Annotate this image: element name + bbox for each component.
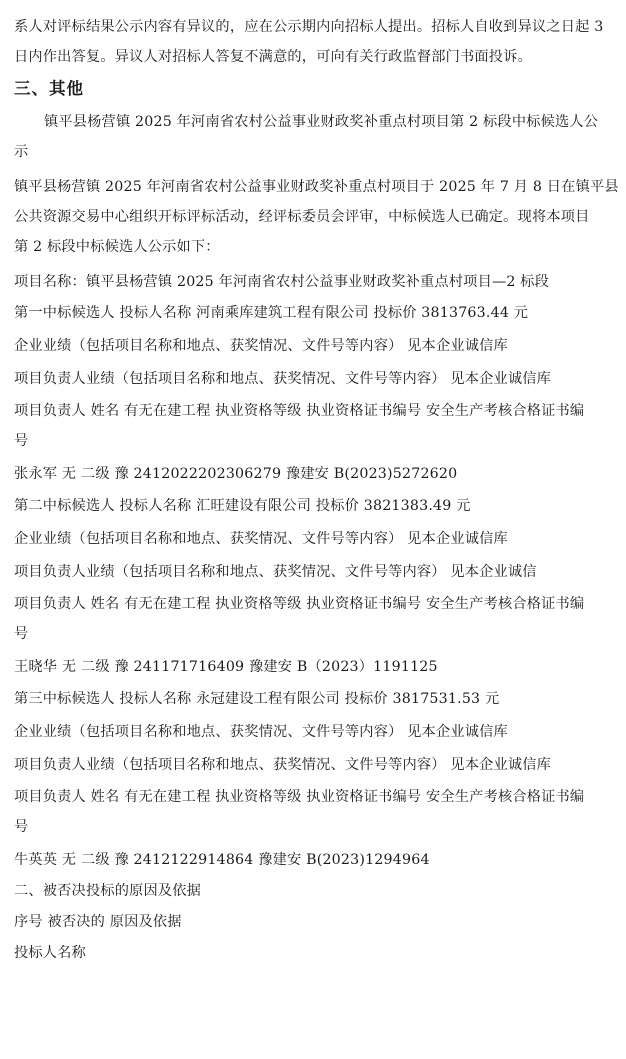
notice-title-line-2: 示 — [14, 144, 29, 160]
candidate-2-manager-performance: 项目负责人业绩（包括项目名称和地点、获奖情况、文件号等内容） 见本企业诚信 — [14, 564, 537, 580]
candidate-1-bidder: 第一中标候选人 投标人名称 河南乘库建筑工程有限公司 投标价 3813763.44 元 — [14, 305, 529, 321]
rejected-bids-table-header-cont: 投标人名称 — [14, 945, 86, 961]
candidate-1-manager-row: 张永军 无 二级 豫 2412022202306279 豫建安 B(2023)5272620 — [14, 466, 458, 482]
text-line-complaint: 日内作出答复。异议人对招标人答复不满意的，可向有关行政监督部门书面投诉。 — [14, 49, 532, 65]
intro-line-2: 公共资源交易中心组织开标评标活动，经评标委员会评审，中标候选人已确定。现将本项目 — [14, 209, 590, 225]
candidate-1-company-performance: 企业业绩（包括项目名称和地点、获奖情况、文件号等内容） 见本企业诚信库 — [14, 338, 508, 354]
candidate-2-manager-row: 王晓华 无 二级 豫 241171716409 豫建安 B（2023）1191125 — [14, 659, 438, 675]
candidate-3-bidder: 第三中标候选人 投标人名称 永冠建设工程有限公司 投标价 3817531.53 元 — [14, 691, 500, 707]
candidate-1-manager-performance: 项目负责人业绩（包括项目名称和地点、获奖情况、文件号等内容） 见本企业诚信库 — [14, 371, 552, 387]
candidate-3-manager-header: 项目负责人 姓名 有无在建工程 执业资格等级 执业资格证书编号 安全生产考核合格证书编 — [14, 789, 585, 805]
candidate-3-manager-header-cont: 号 — [14, 819, 29, 835]
notice-title-line-1: 镇平县杨营镇 2025 年河南省农村公益事业财政奖补重点村项目第 2 标段中标候选人公 — [44, 114, 599, 130]
candidate-3-manager-row: 牛英英 无 二级 豫 2412122914864 豫建安 B(2023)1294964 — [14, 852, 430, 868]
section-heading-other: 三、其他 — [14, 79, 84, 98]
candidate-3-company-performance: 企业业绩（包括项目名称和地点、获奖情况、文件号等内容） 见本企业诚信库 — [14, 724, 508, 740]
intro-line-1: 镇平县杨营镇 2025 年河南省农村公益事业财政奖补重点村项目于 2025 年 7 月 8 日在镇平县 — [14, 179, 619, 195]
candidate-1-manager-header: 项目负责人 姓名 有无在建工程 执业资格等级 执业资格证书编号 安全生产考核合格证书编 — [14, 403, 585, 419]
candidate-2-manager-header: 项目负责人 姓名 有无在建工程 执业资格等级 执业资格证书编号 安全生产考核合格证书编 — [14, 596, 585, 612]
candidate-2-company-performance: 企业业绩（包括项目名称和地点、获奖情况、文件号等内容） 见本企业诚信库 — [14, 531, 508, 547]
candidate-2-manager-header-cont: 号 — [14, 626, 29, 642]
intro-line-3: 第 2 标段中标候选人公示如下： — [14, 239, 220, 255]
candidate-3-manager-performance: 项目负责人业绩（包括项目名称和地点、获奖情况、文件号等内容） 见本企业诚信库 — [14, 757, 552, 773]
section-rejected-bids: 二、被否决投标的原因及依据 — [14, 883, 202, 899]
project-name: 项目名称：镇平县杨营镇 2025 年河南省农村公益事业财政奖补重点村项目—2 标段 — [14, 274, 550, 290]
candidate-1-manager-header-cont: 号 — [14, 433, 29, 449]
text-line-objection-continued: 系人对评标结果公示内容有异议的，应在公示期内向招标人提出。招标人自收到异议之日起 3 — [14, 19, 604, 35]
rejected-bids-table-header: 序号 被否决的 原因及依据 — [14, 914, 182, 930]
candidate-2-bidder: 第二中标候选人 投标人名称 汇旺建设有限公司 投标价 3821383.49 元 — [14, 498, 471, 514]
